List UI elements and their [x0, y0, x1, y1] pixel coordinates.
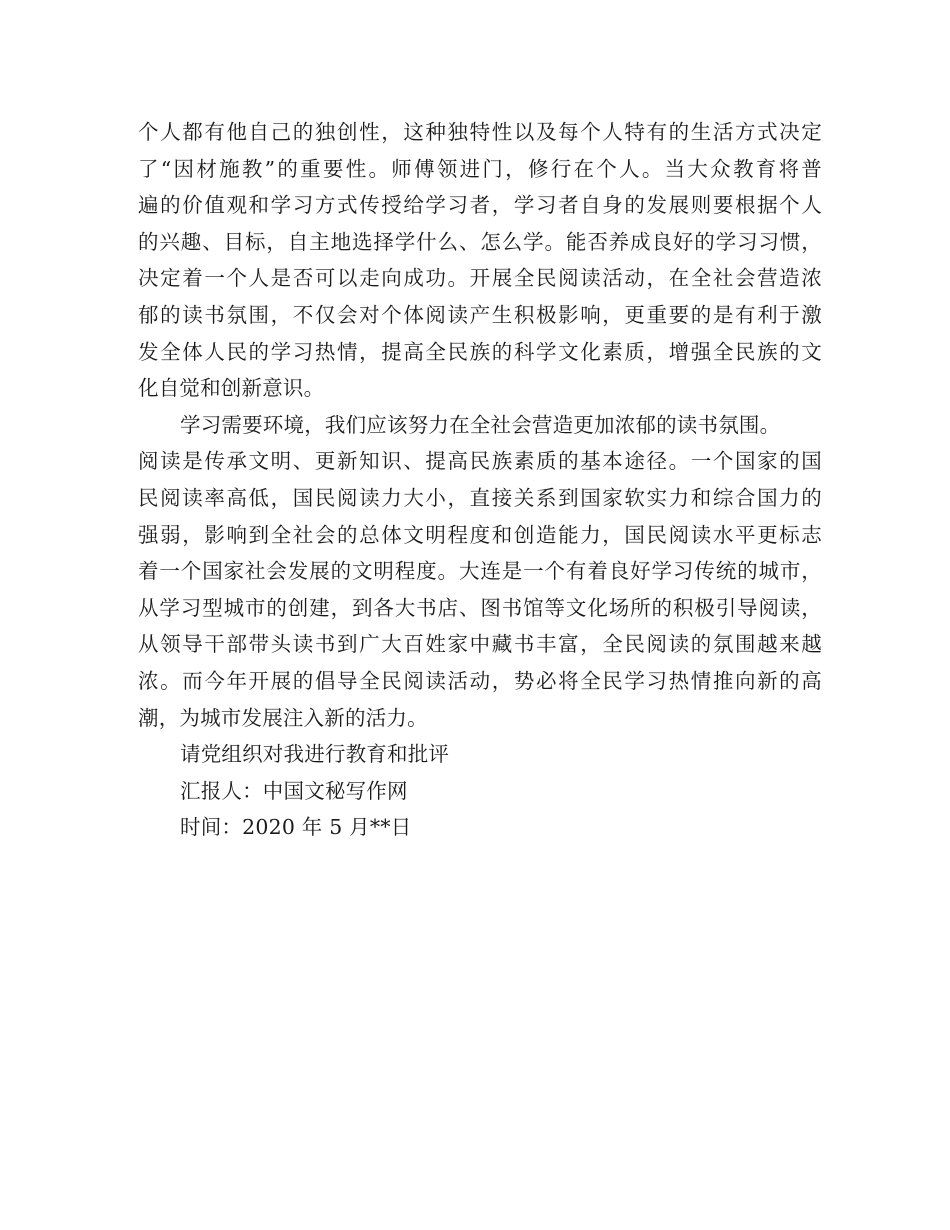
reporter-line: 汇报人：中国文秘写作网 [180, 778, 408, 803]
document-page [138, 114, 822, 846]
text-line: 浓。而今年开展的倡导全民阅读活动，势必将全民学习热情推向新的高 [138, 668, 822, 693]
text-line: 了“因材施教”的重要性。师傅领进门，修行在个人。当大众教育将普 [138, 156, 822, 181]
text-line: 发全体人民的学习热情，提高全民族的科学文化素质，增强全民族的文 [138, 339, 822, 364]
text-line: 决定着一个人是否可以走向成功。开展全民阅读活动，在全社会营造浓 [138, 266, 822, 291]
paragraph-1 [138, 114, 822, 407]
closing-request: 请党组织对我进行教育和批评 [180, 742, 450, 767]
text-line: 郁的读书氛围，不仅会对个体阅读产生积极影响，更重要的是有利于激 [138, 302, 822, 327]
date-line: 时间：2020 年 5 月**日 [180, 815, 412, 840]
text-line: 民阅读率高低，国民阅读力大小，直接关系到国家软实力和综合国力的 [138, 485, 822, 510]
text-line: 从领导干部带头读书到广大百姓家中藏书丰富，全民阅读的氛围越来越 [138, 632, 822, 657]
text-line: 从学习型城市的创建，到各大书店、图书馆等文化场所的积极引导阅读， [138, 595, 822, 620]
text-line: 潮，为城市发展注入新的活力。 [138, 705, 428, 730]
text-line: 遍的价值观和学习方式传授给学习者，学习者自身的发展则要根据个人 [138, 193, 822, 218]
text-line: 阅读是传承文明、更新知识、提高民族素质的基本途径。一个国家的国 [138, 449, 822, 474]
text-line: 着一个国家社会发展的文明程度。大连是一个有着良好学习传统的城市， [138, 559, 822, 584]
text-line: 强弱，影响到全社会的总体文明程度和创造能力，国民阅读水平更标志 [138, 522, 822, 547]
paragraph-2 [138, 407, 822, 736]
text-line: 化自觉和创新意识。 [138, 376, 325, 401]
closing-block [138, 736, 822, 846]
text-line: 学习需要环境，我们应该努力在全社会营造更加浓郁的读书氛围。 [180, 412, 781, 437]
text-line: 个人都有他自己的独创性，这种独特性以及每个人特有的生活方式决定 [138, 120, 822, 144]
text-line: 的兴趣、目标，自主地选择学什么、怎么学。能否养成良好的学习习惯， [138, 229, 822, 254]
